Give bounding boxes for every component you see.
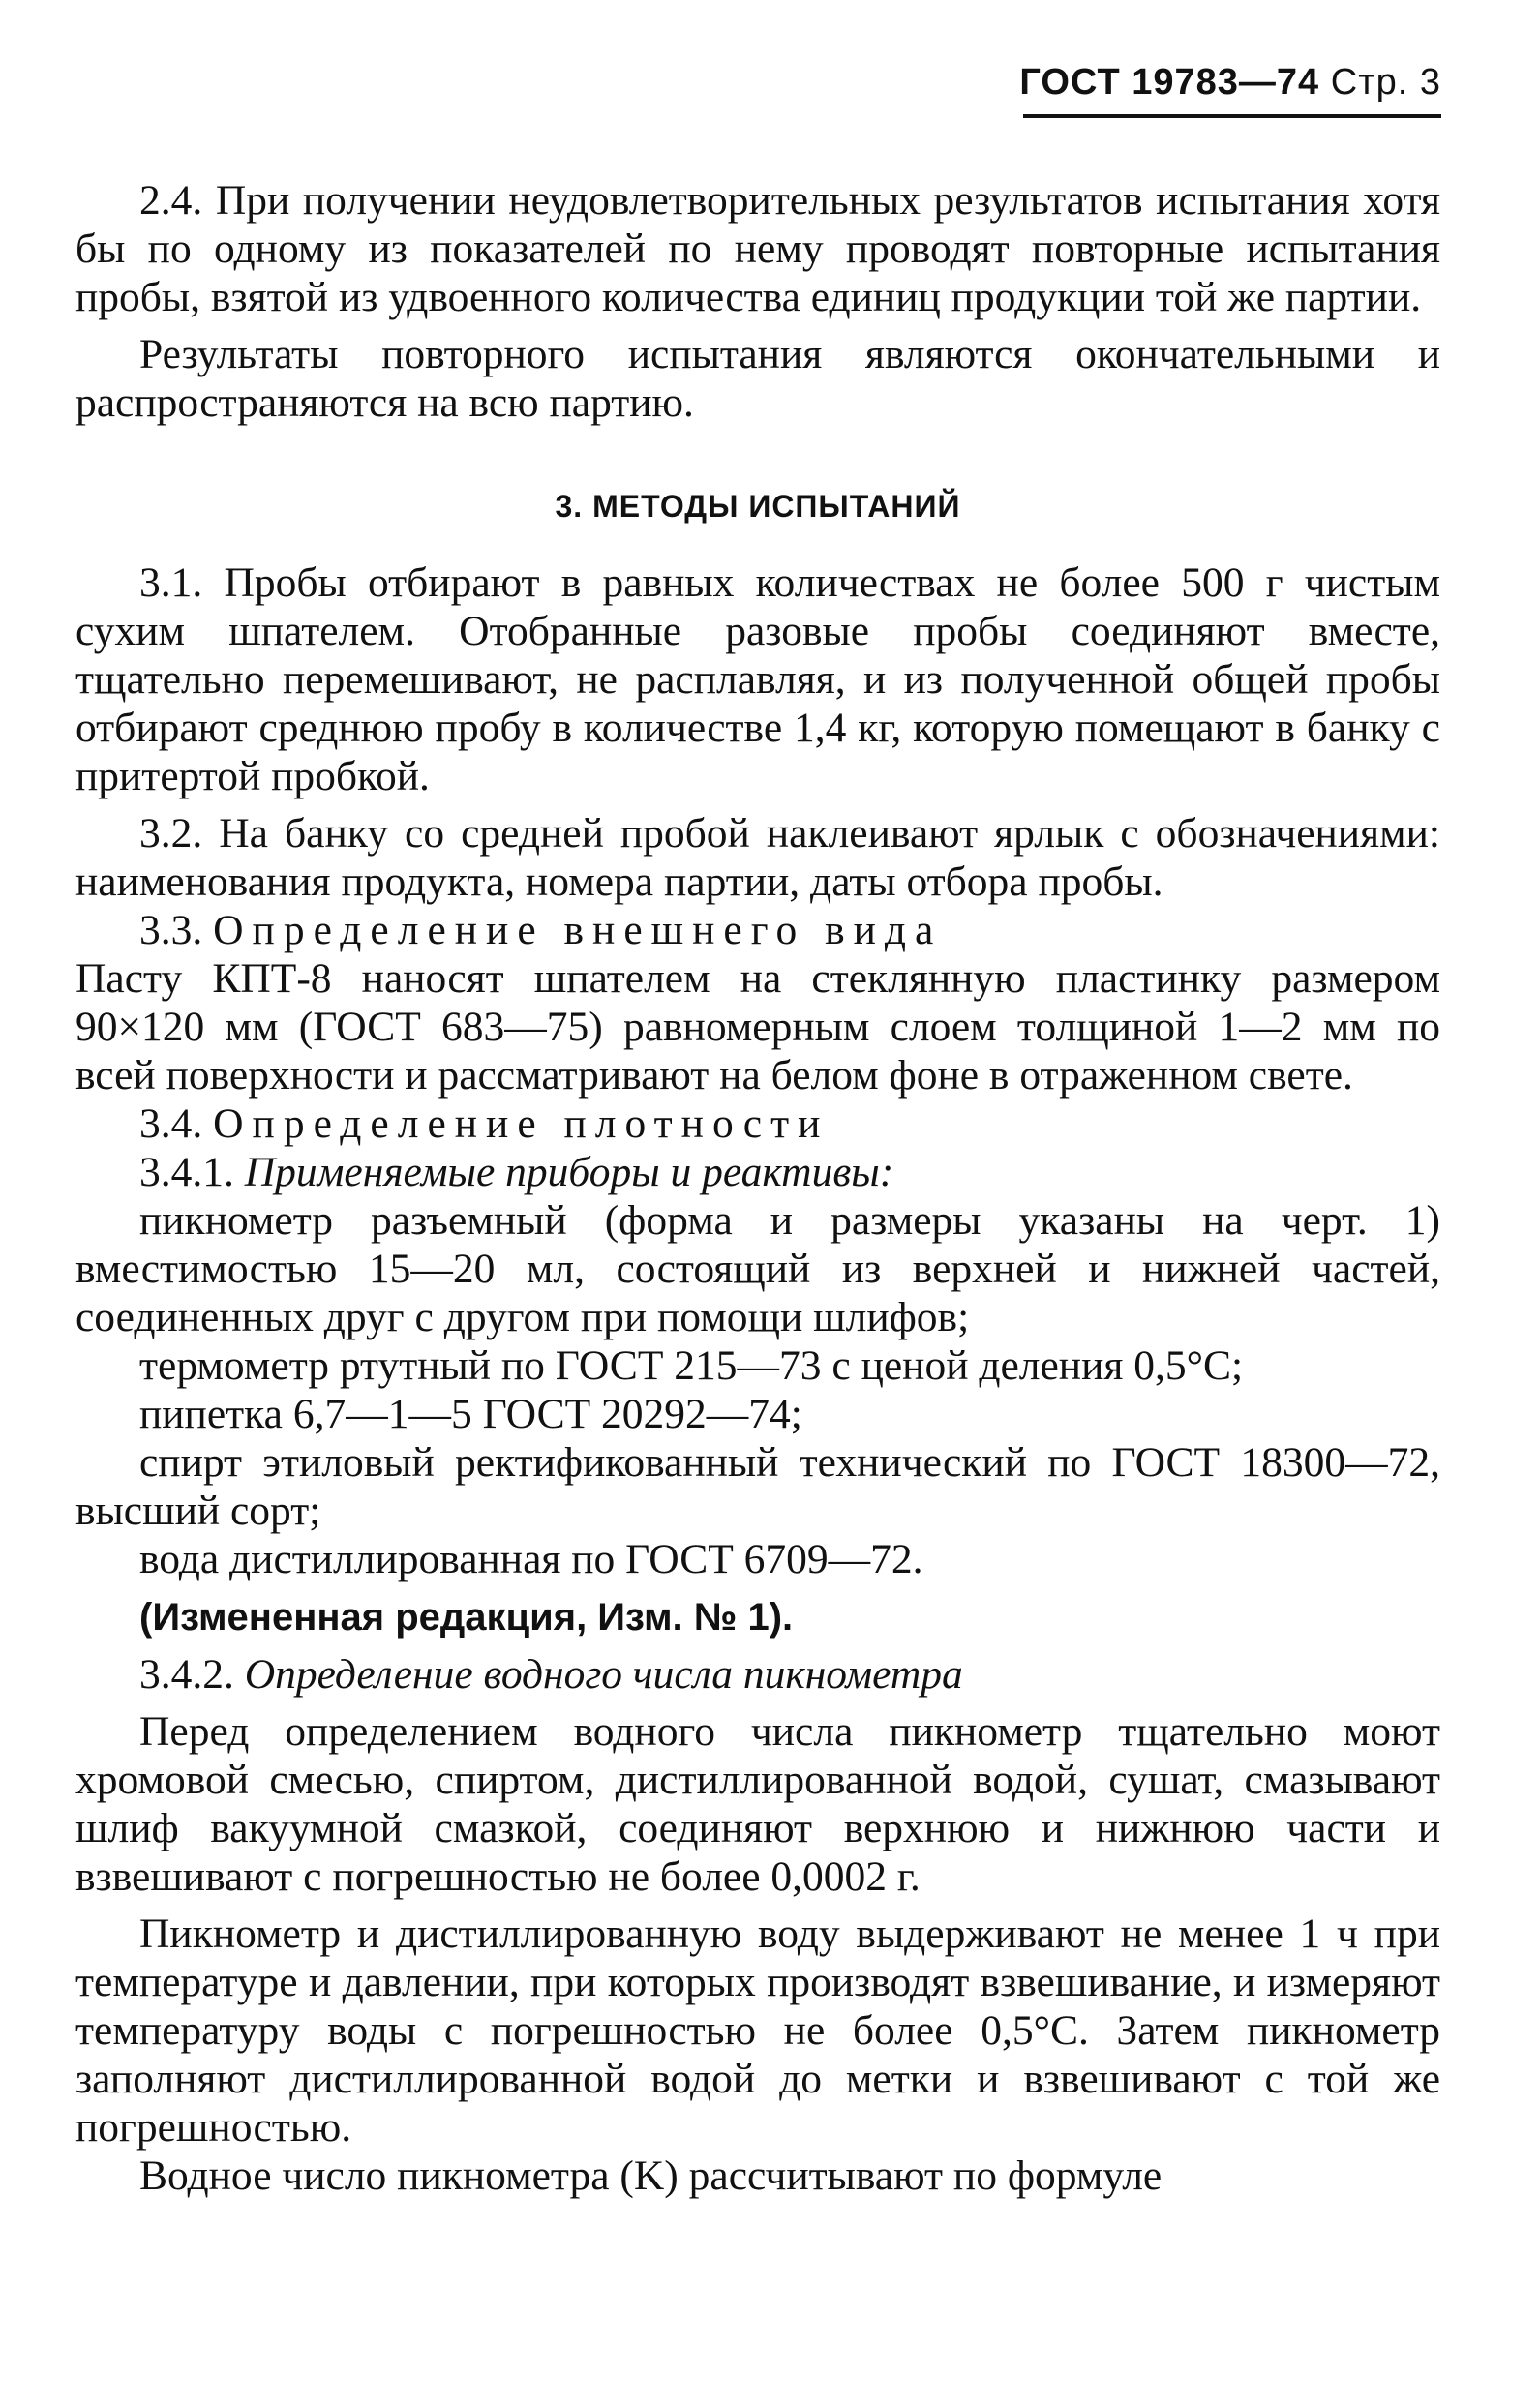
list-item-thermometer: термометр ртутный по ГОСТ 215—73 с ценой деления 0,5°С; (139, 1342, 1244, 1389)
clause-3-4-2-heading (75, 1650, 1440, 1699)
clause-3-4-heading (75, 1099, 1440, 1148)
clause-3-4-2-title: Определение водного числа пикнометра (244, 1651, 963, 1698)
header-rule (1023, 114, 1441, 118)
list-item-spirit: спирт этиловый ректификованный технический по ГОСТ 18300—72, высший сорт; (75, 1439, 1440, 1534)
clause-3-3-text: Пасту КПТ-8 наносят шпателем на стеклянную пластинку размером 90×120 мм (ГОСТ 683—75) равномерным слоем толщиной 1—2 мм по всей поверхности и рассматривают на белом фоне в отраженном свете. (75, 955, 1440, 1099)
list-item-water: вода дистиллированная по ГОСТ 6709—72. (139, 1536, 923, 1582)
clause-2-4: 2.4. При получении неудовлетворительных результатов испытания хотя бы по одному из показателей по нему проводят повторные испытания пробы, взятой из удвоенного количества единиц продукции той же партии. (75, 177, 1440, 320)
clause-3-4-title: Определение плотности (213, 1100, 830, 1147)
clause-3-2: 3.2. На банку со средней пробой наклеивают ярлык с обозначениями: наименования продукта, номера партии, даты отбора пробы. (75, 810, 1440, 905)
clause-3-3-number: 3.3. (139, 907, 203, 953)
clause-3-4-1-number: 3.4.1. (139, 1149, 234, 1195)
list-item-pycnometer: пикнометр разъемный (форма и размеры указаны на черт. 1) вместимостью 15—20 мл, состоящий из верхней и нижней частей, соединенных друг с другом при помощи шлифов; (75, 1197, 1440, 1340)
clause-2-4-results: Результаты повторного испытания являются окончательными и распространяются на всю партию. (75, 331, 1440, 426)
clause-3-3-title: Определение внешнего вида (213, 907, 943, 953)
document-body (75, 176, 1440, 2200)
clause-3-4-1-title: Применяемые приборы и реактивы: (244, 1149, 894, 1195)
amendment-text: (Измененная редакция, Изм. № 1). (139, 1596, 794, 1639)
clause-3-4-2-procedure: Пикнометр и дистиллированную воду выдерживают не менее 1 ч при температуре и давлении, при которых производят взвешивание, и измеряют температуру воды с погрешностью не более 0,5°С. Затем пикнометр заполняют дистиллированной водой до метки и взвешивают с той же погрешностью. (75, 1911, 1440, 2151)
clause-3-4-2-number: 3.4.2. (139, 1651, 234, 1698)
clause-3-4-number: 3.4. (139, 1100, 203, 1147)
clause-3-3-heading (75, 906, 1440, 954)
clause-3-1: 3.1. Пробы отбирают в равных количествах не более 500 г чистым сухим шпателем. Отобранные разовые пробы соединяют вместе, тщательно перемешивают, не расплавляя, и из полученной общей пробы отбирают среднюю пробу в количестве 1,4 кг, которую помещают в банку с притертой пробкой. (75, 559, 1440, 799)
clause-3-4-2-formula-intro: Водное число пикнометра (K) рассчитывают по формуле (139, 2152, 1163, 2199)
standard-code: ГОСТ 19783—74 (1019, 62, 1320, 103)
clause-3-4-2-prep: Перед определением водного числа пикнометр тщательно моют хромовой смесью, спиртом, дистиллированной водой, сушат, смазывают шлиф вакуумной смазкой, соединяют верхнюю и нижнюю части и взвешивают с погрешностью не более 0,0002 г. (75, 1708, 1440, 1900)
page-number: Стр. 3 (1330, 62, 1441, 103)
section-heading: 3. МЕТОДЫ ИСПЫТАНИЙ (555, 489, 961, 524)
amendment-note (75, 1592, 1440, 1641)
clause-3-4-1-heading (75, 1148, 1440, 1196)
page-header (1019, 62, 1441, 104)
list-item-pipette: пипетка 6,7—1—5 ГОСТ 20292—74; (139, 1391, 802, 1437)
